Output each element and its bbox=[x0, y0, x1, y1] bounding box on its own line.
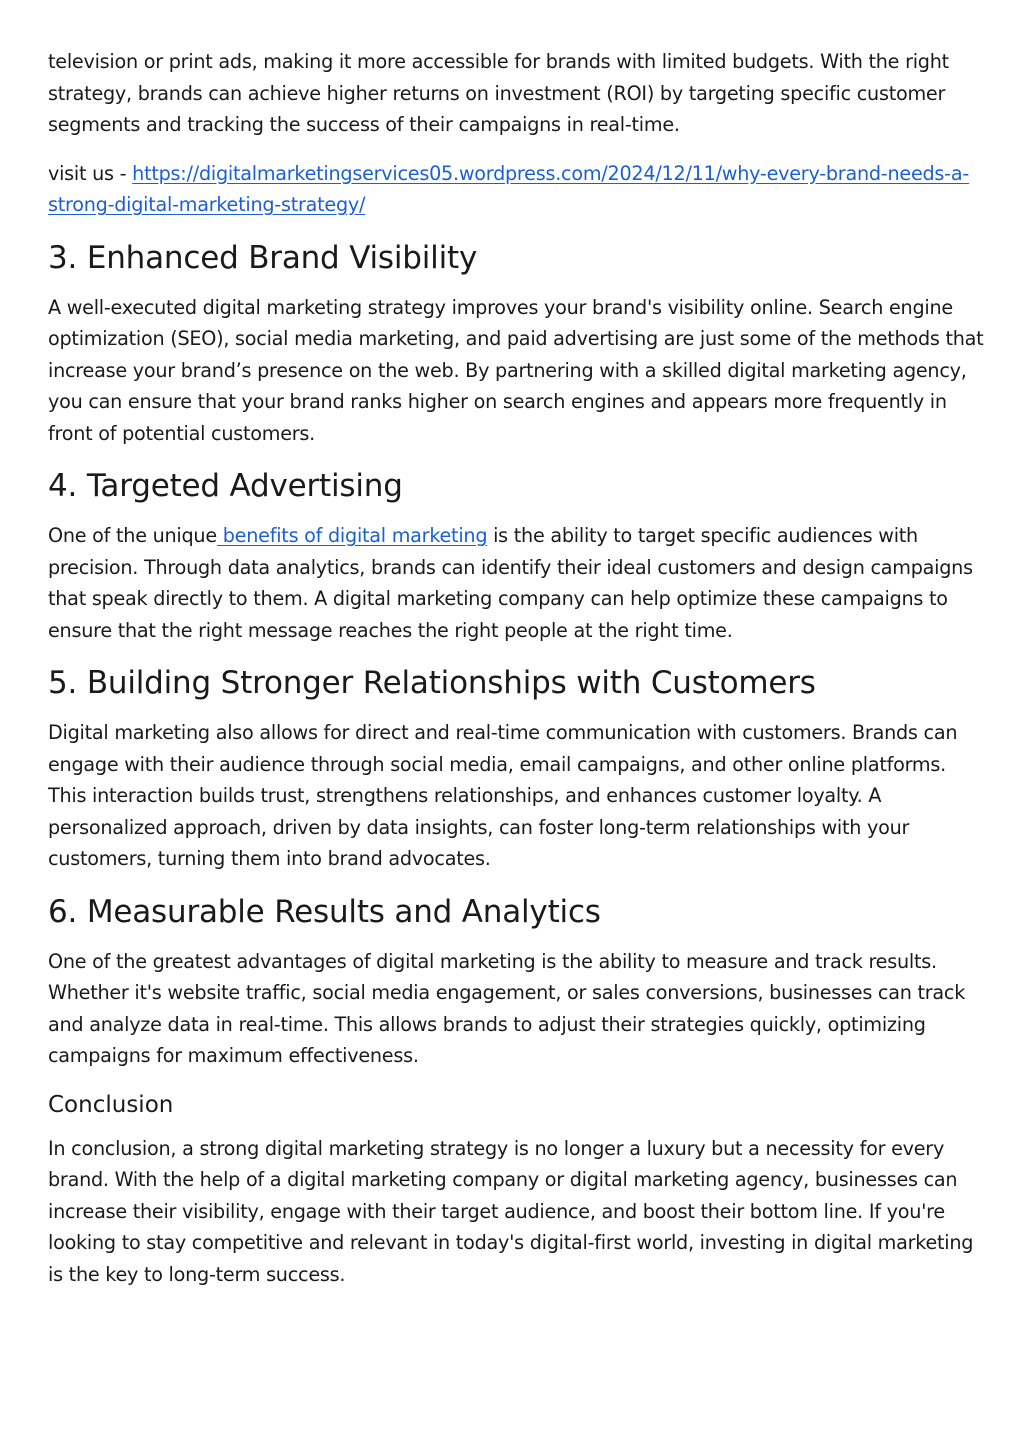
document-page bbox=[48, 46, 988, 1307]
benefits-link[interactable]: benefits of digital marketing bbox=[216, 524, 488, 547]
conclusion-heading: Conclusion bbox=[48, 1091, 174, 1118]
section-paragraph-customer-relationships: Digital marketing also allows for direct and real-time communication with customers. Brands can engage with their audience through social media, email campaigns, and other online platforms. This interaction builds trust, strengthens relationships, and enhances customer loyalty. A personalized approach, driven by data insights, can foster long-term relationships with your customers, turning them into brand advocates. bbox=[48, 721, 958, 870]
conclusion-paragraph: In conclusion, a strong digital marketing strategy is no longer a luxury but a necessity for every brand. With the help of a digital marketing company or digital marketing agency, businesses can increase their visibility, engage with their target audience, and boost their bottom line. If you're looking to stay competitive and relevant in today's digital-first world, investing in digital marketing is the key to long-term success. bbox=[48, 1136, 974, 1286]
targeted-text-before: One of the unique bbox=[48, 524, 217, 547]
section-heading-measurable-results: 6. Measurable Results and Analytics bbox=[48, 893, 601, 930]
section-paragraph-targeted-advertising bbox=[48, 520, 988, 646]
visit-prefix: visit us - bbox=[48, 161, 133, 185]
section-paragraph-measurable-results: One of the greatest advantages of digital marketing is the ability to measure and track results. Whether it's website traffic, social media engagement, or sales conversions, businesses can track and analyze data in real-time. This allows brands to adjust their strategies quickly, optimizing campaigns for maximum effectiveness. bbox=[48, 949, 966, 1067]
section-heading-brand-visibility: 3. Enhanced Brand Visibility bbox=[48, 239, 478, 276]
visit-link[interactable]: https://digitalmarketingservices05.wordpress.com/2024/12/11/why-every-brand-needs-a-strong-digital-marketing-strategy/ bbox=[48, 161, 970, 216]
intro-paragraph: television or print ads, making it more accessible for brands with limited budgets. With the right strategy, brands can achieve higher returns on investment (ROI) by targeting specific customer segments and tracking the success of their campaigns in real-time. bbox=[48, 50, 949, 136]
visit-paragraph bbox=[48, 158, 988, 221]
targeted-text-after: is the ability to target specific audiences with precision. Through data analytics, brands can identify their ideal customers and design campaigns that speak directly to them. A digital marketing company can help optimize these campaigns to ensure that the right message reaches the right people at the right time. bbox=[48, 524, 973, 642]
section-paragraph-brand-visibility: A well-executed digital marketing strategy improves your brand's visibility online. Search engine optimization (SEO), social media marketing, and paid advertising are just some of the methods that increase your brand’s presence on the web. By partnering with a skilled digital marketing agency, you can ensure that your brand ranks higher on search engines and appears more frequently in front of potential customers. bbox=[48, 295, 984, 445]
section-heading-targeted-advertising: 4. Targeted Advertising bbox=[48, 468, 403, 504]
section-heading-customer-relationships: 5. Building Stronger Relationships with Customers bbox=[48, 665, 816, 701]
